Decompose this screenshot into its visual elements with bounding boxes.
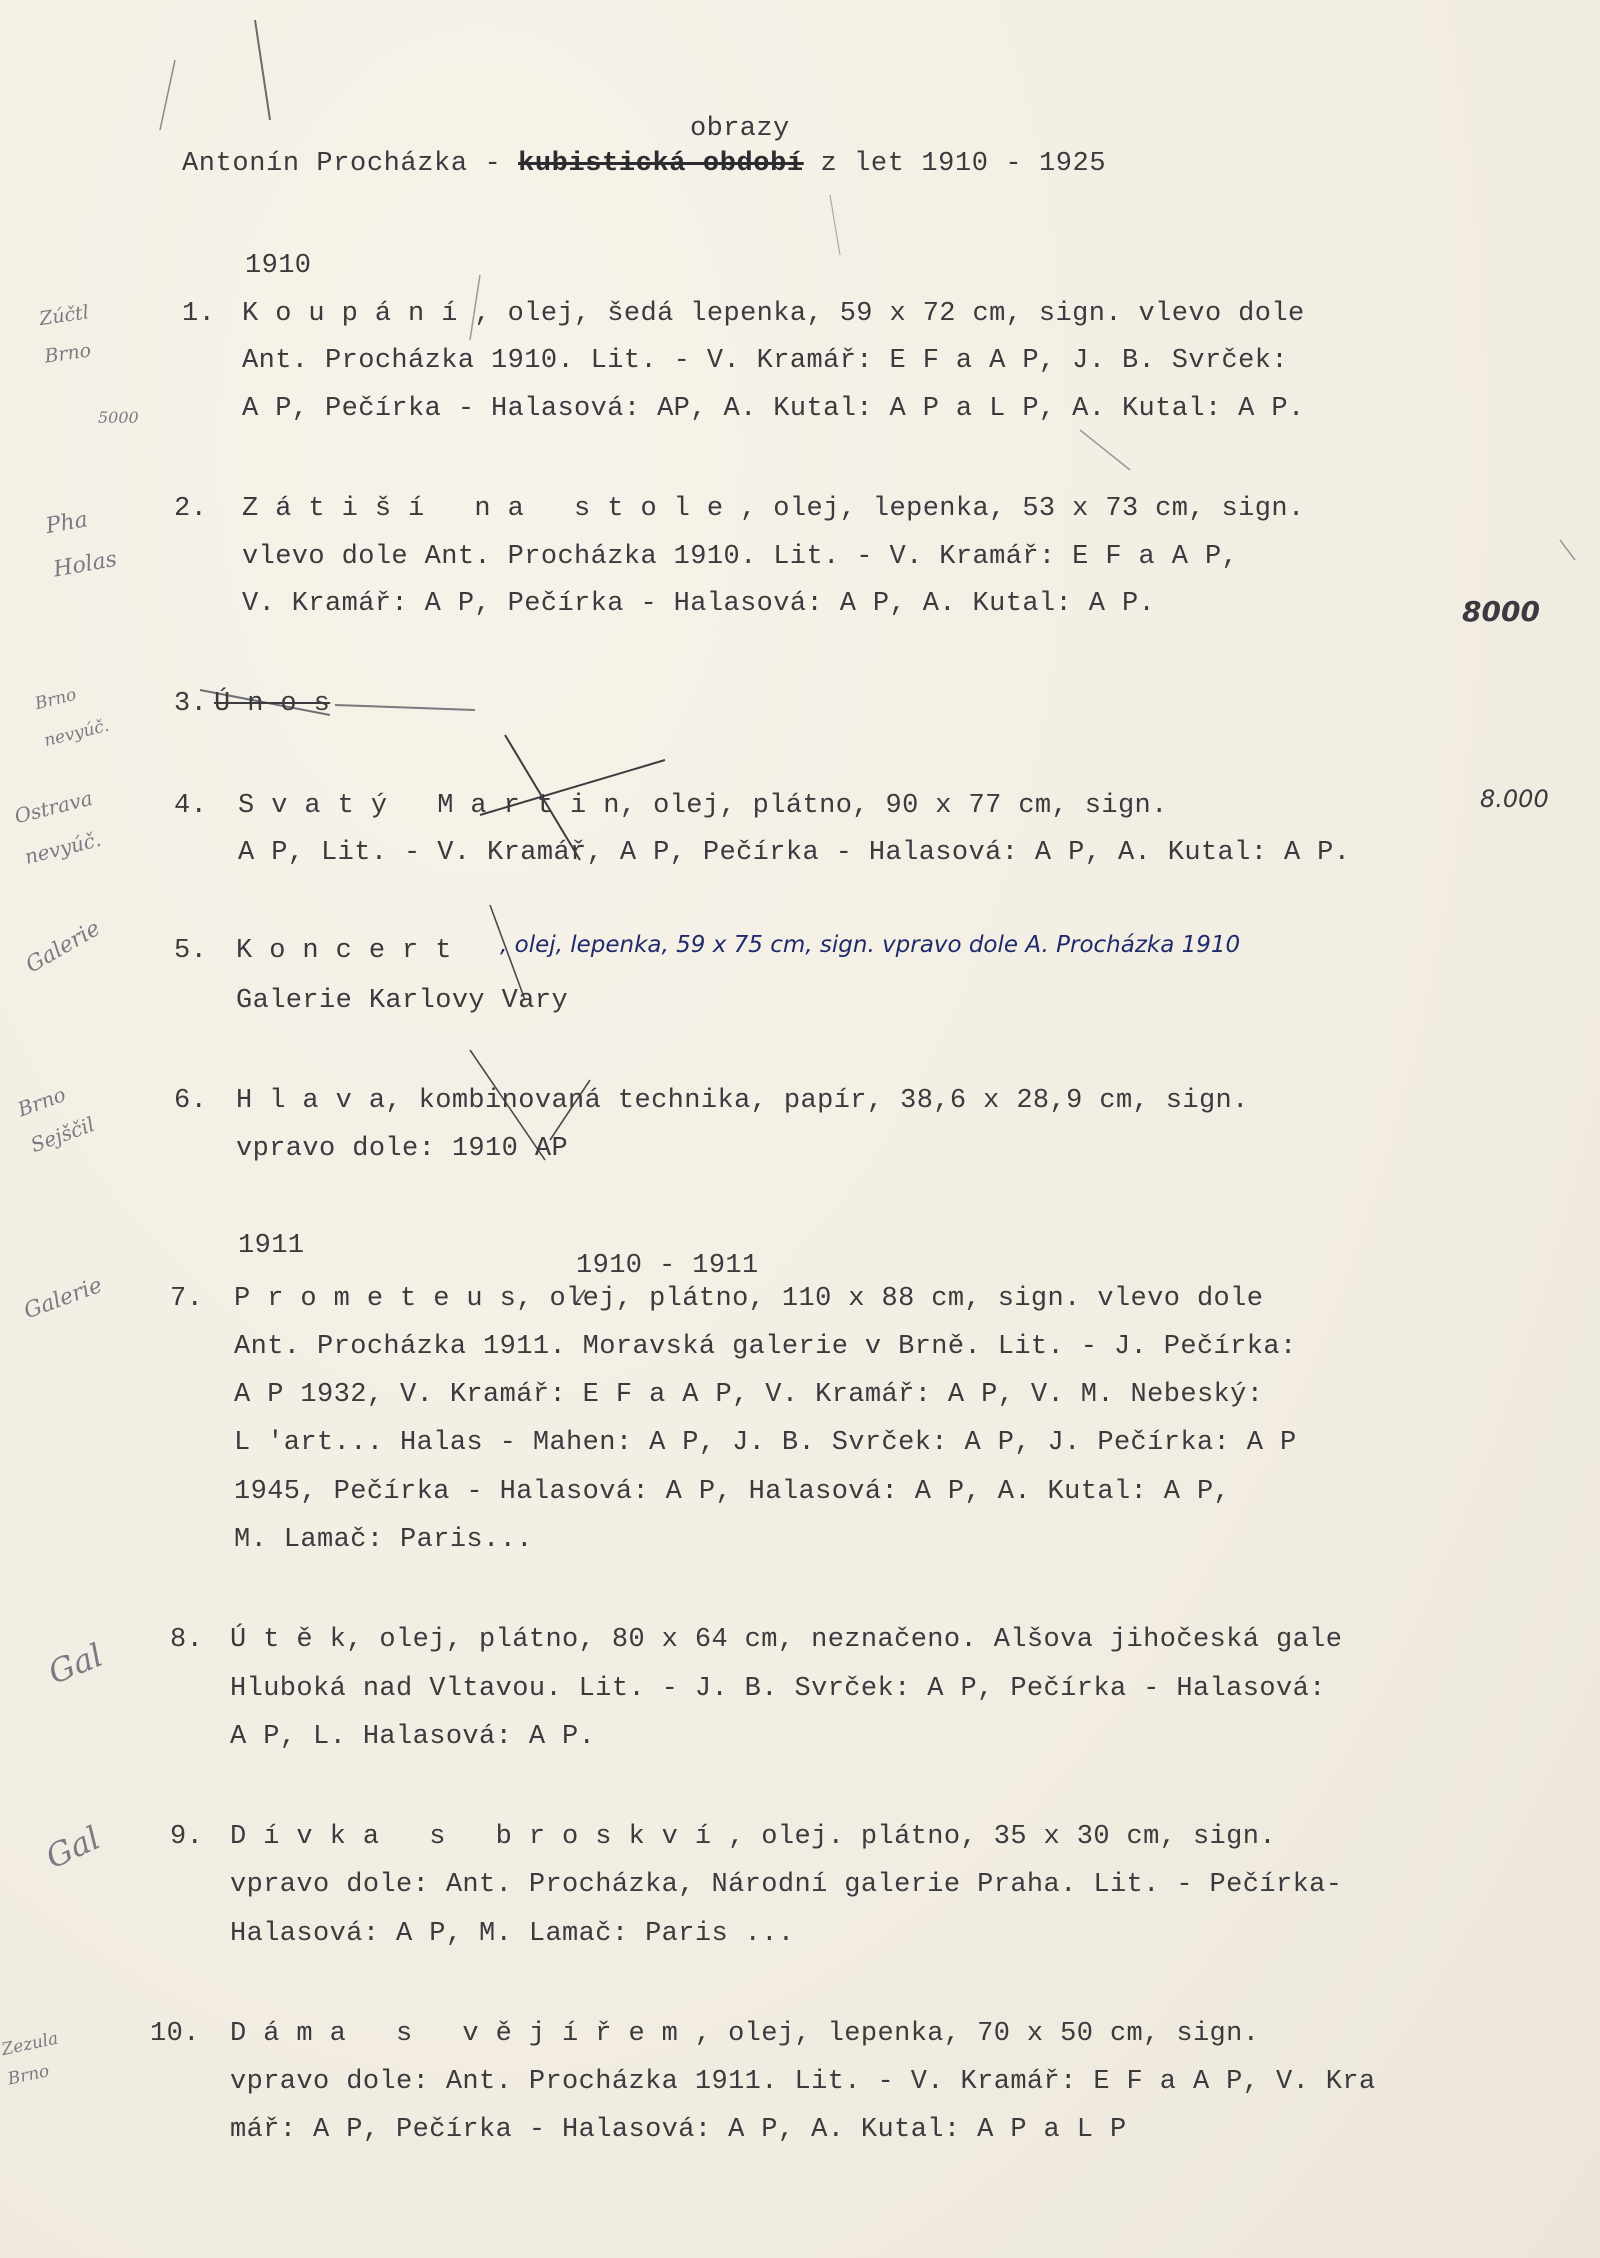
entry-6-line-2: vpravo dole: 1910 AP bbox=[236, 1134, 569, 1164]
entry-8-line-1: Ú t ě k, olej, plátno, 80 x 64 cm, neznačeno. Alšova jihočeská gale bbox=[230, 1625, 1343, 1655]
entry-10-line-3: mář: A P, Pečírka - Halasová: A P, A. Kutal: A P a L P bbox=[230, 2115, 1127, 2145]
price-entry-2: 8000 bbox=[1462, 595, 1540, 628]
entry-9-line-3: Halasová: A P, M. Lamač: Paris ... bbox=[230, 1919, 795, 1949]
entry-3-line-1: Ú n o s bbox=[214, 689, 331, 719]
margin-note-10: Zezula Brno bbox=[0, 2028, 61, 2090]
entry-2-line-1: Z á t i š í n a s t o l e , olej, lepenka, 53 x 73 cm, sign. bbox=[242, 494, 1305, 524]
title-suffix: z let 1910 - 1925 bbox=[803, 149, 1107, 179]
price-entry-4: 8.000 bbox=[1480, 785, 1549, 813]
entry-1-number: 1. bbox=[182, 299, 216, 329]
margin-note-2: Pha Holas bbox=[43, 507, 119, 583]
entry-8-number: 8. bbox=[170, 1625, 204, 1655]
entry-7-line-2: Ant. Procházka 1911. Moravská galerie v Brně. Lit. - J. Pečírka: bbox=[234, 1332, 1297, 1362]
title-struck: kubistická období bbox=[518, 149, 804, 179]
entry-4-line-1: S v a t ý M a r t i n, olej, plátno, 90 x 77 cm, sign. bbox=[238, 791, 1168, 821]
year-heading-1910: 1910 bbox=[245, 251, 312, 281]
year-range-1910-1911: 1910 - 1911 bbox=[576, 1251, 759, 1281]
entry-2-line-2: vlevo dole Ant. Procházka 1910. Lit. - V. Kramář: E F a A P, bbox=[242, 542, 1239, 572]
entry-9-line-2: vpravo dole: Ant. Procházka, Národní galerie Praha. Lit. - Pečírka- bbox=[230, 1870, 1343, 1900]
entry-8-line-3: A P, L. Halasová: A P. bbox=[230, 1722, 596, 1752]
entry-7-line-4: L 'art... Halas - Mahen: A P, J. B. Svrček: A P, J. Pečírka: A P bbox=[234, 1428, 1297, 1458]
entry-7-line-1: P r o m e t e u s, olej, plátno, 110 x 88 cm, sign. vlevo dole bbox=[234, 1284, 1264, 1314]
entry-7-number: 7. bbox=[170, 1284, 204, 1314]
margin-note-1-price: 5000 bbox=[98, 408, 139, 427]
entry-1-line-3: A P, Pečírka - Halasová: AP, A. Kutal: A P a L P, A. Kutal: A P. bbox=[242, 394, 1305, 424]
entry-10-line-1: D á m a s v ě j í ř e m , olej, lepenka, 70 x 50 cm, sign. bbox=[230, 2019, 1260, 2049]
entry-10-number: 10. bbox=[150, 2019, 200, 2049]
entry-5-line-1: K o n c e r t bbox=[236, 936, 452, 966]
margin-note-7: Galerie bbox=[20, 1272, 106, 1325]
entry-7-line-5: 1945, Pečírka - Halasová: A P, Halasová: A P, A. Kutal: A P, bbox=[234, 1477, 1231, 1507]
margin-note-4: Ostrava nevyúč. bbox=[12, 785, 104, 870]
entry-9-line-1: D í v k a s b r o s k v í , olej. plátno, 35 x 30 cm, sign. bbox=[230, 1822, 1276, 1852]
entry-1-line-1: K o u p á n í , olej, šedá lepenka, 59 x 72 cm, sign. vlevo dole bbox=[242, 299, 1305, 329]
entry-4-number: 4. bbox=[174, 791, 208, 821]
margin-note-6: Brno Sejščil bbox=[14, 1082, 98, 1158]
entry-6-number: 6. bbox=[174, 1086, 208, 1116]
margin-note-1: Zúčtl Brno bbox=[37, 301, 93, 368]
entry-9-number: 9. bbox=[170, 1822, 204, 1852]
margin-note-8: Gal bbox=[42, 1635, 108, 1692]
margin-note-3: Brno nevyúč. bbox=[32, 684, 112, 752]
year-heading-1911: 1911 bbox=[238, 1231, 305, 1261]
entry-7-line-3: A P 1932, V. Kramář: E F a A P, V. Kramář: A P, V. M. Nebeský: bbox=[234, 1380, 1264, 1410]
entry-2-line-3: V. Kramář: A P, Pečírka - Halasová: A P, A. Kutal: A P. bbox=[242, 589, 1156, 619]
entry-6-line-1: H l a v a, kombinovaná technika, papír, 38,6 x 28,9 cm, sign. bbox=[236, 1086, 1249, 1116]
entry-2-number: 2. bbox=[174, 494, 208, 524]
entry-1-line-2: Ant. Procházka 1910. Lit. - V. Kramář: E F a A P, J. B. Svrček: bbox=[242, 346, 1288, 376]
entry-5-line-2: Galerie Karlovy Vary bbox=[236, 986, 569, 1016]
title-prefix: Antonín Procházka - bbox=[182, 149, 519, 179]
entry-5-handwritten-addition: , olej, lepenka, 59 x 75 cm, sign. vpravo dole A. Procházka 1910 bbox=[500, 932, 1241, 958]
subtitle: obrazy bbox=[690, 114, 790, 144]
margin-note-9: Gal bbox=[39, 1818, 106, 1877]
margin-note-5: Galerie bbox=[21, 916, 105, 979]
entry-5-number: 5. bbox=[174, 936, 208, 966]
entry-10-line-2: vpravo dole: Ant. Procházka 1911. Lit. - V. Kramář: E F a A P, V. Kra bbox=[230, 2067, 1376, 2097]
page-title bbox=[182, 148, 1106, 180]
entry-3-number: 3. bbox=[174, 689, 208, 719]
entry-7-line-6: M. Lamač: Paris... bbox=[234, 1525, 533, 1555]
entry-4-line-2: A P, Lit. - V. Kramář, A P, Pečírka - Halasová: A P, A. Kutal: A P. bbox=[238, 838, 1351, 868]
entry-8-line-2: Hluboká nad Vltavou. Lit. - J. B. Svrček: A P, Pečírka - Halasová: bbox=[230, 1674, 1326, 1704]
